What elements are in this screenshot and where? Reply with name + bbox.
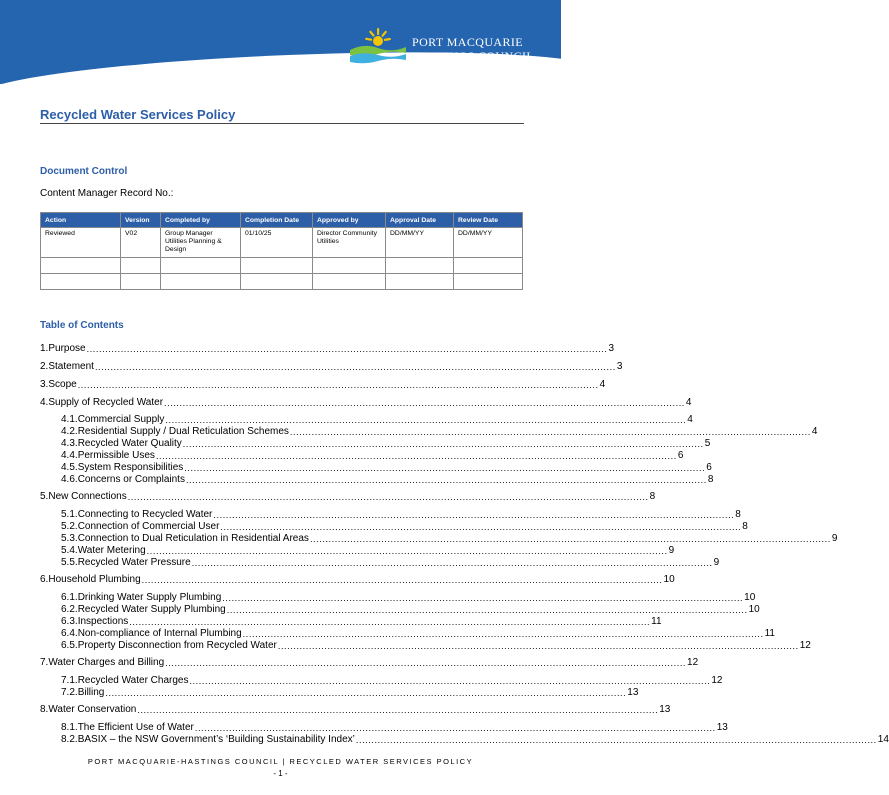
table-row	[41, 258, 523, 274]
toc-subentry[interactable]: 8.2. BASIX – the NSW Government’s ‘Building Sustainability Index’ ........................................................................................................................................................................ 14	[61, 734, 889, 745]
table-cell: Group Manager Utilities Planning & Design	[161, 228, 241, 258]
toc-entry[interactable]: 3. Scope ........................................................................................................................................................................ 4	[40, 379, 606, 390]
table-cell	[313, 258, 386, 274]
org-name-line-2: HASTINGS COUNCIL	[412, 48, 535, 63]
table-cell	[241, 274, 313, 290]
table-cell	[121, 258, 161, 274]
page-footer: PORT MACQUARIE-HASTINGS COUNCIL | RECYCLED WATER SERVICES POLICY	[87, 757, 474, 766]
table-cell	[454, 258, 523, 274]
toc-entry[interactable]: 7. Water Charges and Billing ........................................................................................................................................................................ 12	[40, 657, 699, 668]
toc-subentry[interactable]: 4.6. Concerns or Complaints ........................................................................................................................................................................ 8	[61, 474, 714, 485]
column-header: Completed by	[161, 213, 241, 228]
header-banner	[0, 0, 561, 84]
toc-subentry[interactable]: 4.3. Recycled Water Quality ........................................................................................................................................................................ 5	[61, 438, 711, 449]
table-cell: DD/MM/YY	[454, 228, 523, 258]
table-cell	[386, 274, 454, 290]
toc-subentry[interactable]: 6.4. Non-compliance of Internal Plumbing ........................................................................................................................................................................ 11	[61, 628, 775, 639]
toc-subentry[interactable]: 6.2. Recycled Water Supply Plumbing ........................................................................................................................................................................ 10	[61, 604, 760, 615]
column-header: Version	[121, 213, 161, 228]
document-control-heading: Document Control	[40, 166, 128, 177]
toc-entry[interactable]: 8. Water Conservation ........................................................................................................................................................................ 13	[40, 704, 671, 715]
column-header: Action	[41, 213, 121, 228]
table-cell: V02	[121, 228, 161, 258]
document-title: Recycled Water Services Policy	[40, 107, 236, 122]
table-cell	[121, 274, 161, 290]
toc-subentry[interactable]: 5.2. Connection of Commercial User ........................................................................................................................................................................ 8	[61, 521, 748, 532]
column-header: Completion Date	[241, 213, 313, 228]
org-name-line-1: PORT MACQUARIE	[412, 35, 524, 49]
column-header: Approval Date	[386, 213, 454, 228]
toc-subentry[interactable]: 5.5. Recycled Water Pressure ........................................................................................................................................................................ 9	[61, 557, 720, 568]
toc-subentry[interactable]: 4.5. System Responsibilities ........................................................................................................................................................................ 6	[61, 462, 712, 473]
toc-entry[interactable]: 6. Household Plumbing ........................................................................................................................................................................ 10	[40, 574, 675, 585]
table-cell	[41, 274, 121, 290]
table-cell	[161, 274, 241, 290]
toc-subentry[interactable]: 6.3. Inspections ........................................................................................................................................................................ 11	[61, 616, 662, 627]
table-cell: 01/10/25	[241, 228, 313, 258]
table-cell	[41, 258, 121, 274]
toc-subentry[interactable]: 4.2. Residential Supply / Dual Reticulation Schemes ........................................................................................................................................................................ 4	[61, 426, 818, 437]
page-number: - 1 -	[273, 769, 288, 778]
toc-entry[interactable]: 5. New Connections ........................................................................................................................................................................ 8	[40, 491, 656, 502]
toc-subentry[interactable]: 4.4. Permissible Uses ........................................................................................................................................................................ 6	[61, 450, 684, 461]
table-cell	[313, 274, 386, 290]
table-row	[41, 274, 523, 290]
toc-heading: Table of Contents	[40, 320, 124, 331]
table-cell: Director Community Utilities	[313, 228, 386, 258]
toc-subentry[interactable]: 7.2. Billing ........................................................................................................................................................................ 13	[61, 687, 639, 698]
table-cell	[454, 274, 523, 290]
toc-entry[interactable]: 1. Purpose ........................................................................................................................................................................ 3	[40, 343, 615, 354]
table-cell: DD/MM/YY	[386, 228, 454, 258]
toc-subentry[interactable]: 5.1. Connecting to Recycled Water ........................................................................................................................................................................ 8	[61, 509, 741, 520]
title-divider	[40, 123, 524, 124]
organisation-name	[412, 36, 534, 63]
record-number-label: Content Manager Record No.:	[40, 188, 174, 199]
toc-entry[interactable]: 4. Supply of Recycled Water ........................................................................................................................................................................ 4	[40, 397, 692, 408]
table-cell: Reviewed	[41, 228, 121, 258]
toc-subentry[interactable]: 8.1. The Efficient Use of Water ........................................................................................................................................................................ 13	[61, 722, 728, 733]
table-cell	[241, 258, 313, 274]
toc-subentry[interactable]: 4.1. Commercial Supply ........................................................................................................................................................................ 4	[61, 414, 693, 425]
column-header: Approved by	[313, 213, 386, 228]
document-control-table	[40, 212, 523, 290]
toc-subentry[interactable]: 6.5. Property Disconnection from Recycled Water ........................................................................................................................................................................ 12	[61, 640, 811, 651]
toc-subentry[interactable]: 7.1. Recycled Water Charges ........................................................................................................................................................................ 12	[61, 675, 723, 686]
toc-subentry[interactable]: 5.3. Connection to Dual Reticulation in Residential Areas ........................................................................................................................................................................ 9	[61, 533, 838, 544]
toc-subentry[interactable]: 5.4. Water Metering ........................................................................................................................................................................ 9	[61, 545, 675, 556]
column-header: Review Date	[454, 213, 523, 228]
sun-over-waves-logo-icon	[348, 26, 408, 64]
table-cell	[386, 258, 454, 274]
toc-subentry[interactable]: 6.1. Drinking Water Supply Plumbing ........................................................................................................................................................................ 10	[61, 592, 756, 603]
table-row	[41, 228, 523, 258]
table-header-row	[41, 213, 523, 228]
table-cell	[161, 258, 241, 274]
toc-entry[interactable]: 2. Statement ........................................................................................................................................................................ 3	[40, 361, 623, 372]
